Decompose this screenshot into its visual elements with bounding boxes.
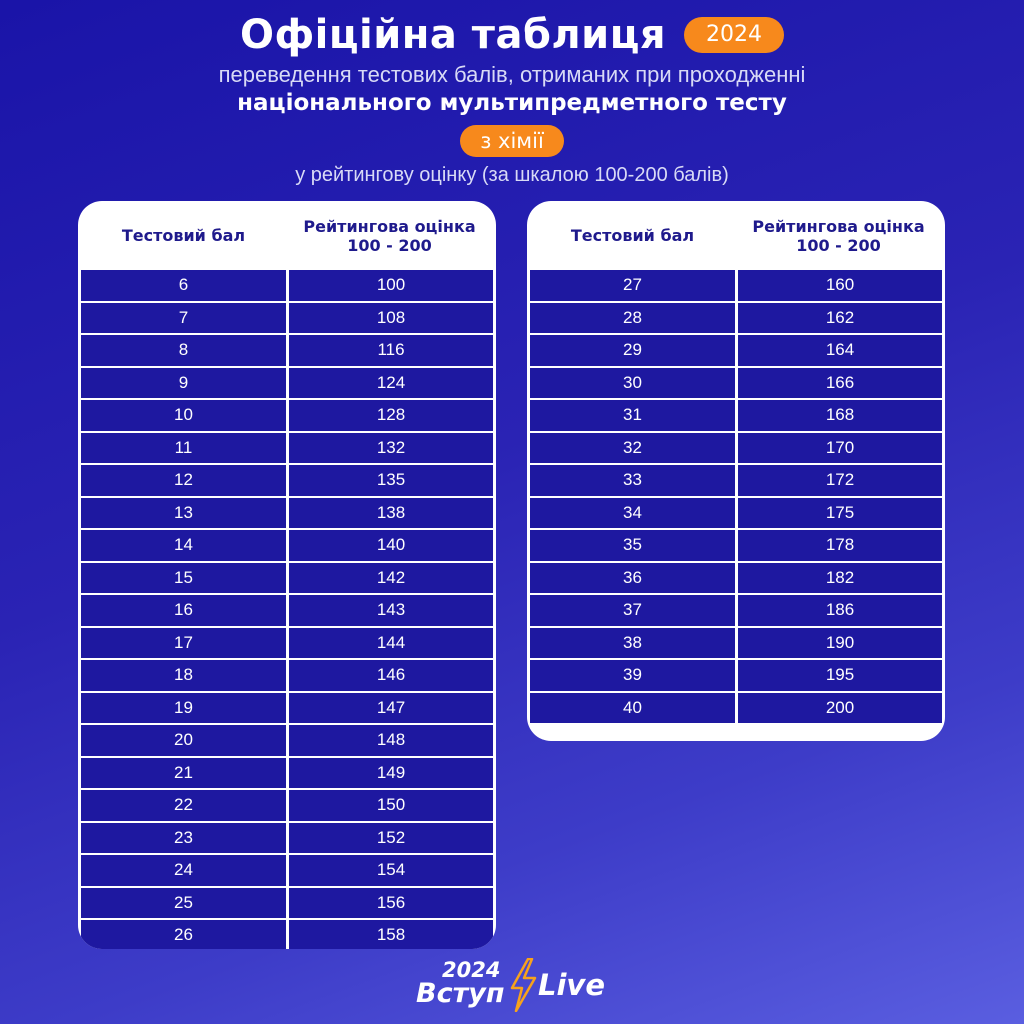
table-row: [81, 368, 493, 399]
conversion-table-left: [78, 201, 496, 949]
table-row: [81, 725, 493, 756]
table-header: [530, 201, 942, 270]
table-body: [530, 270, 942, 723]
table-row: [530, 693, 942, 724]
table-row: [81, 758, 493, 789]
test-score-cell: 22: [81, 790, 286, 821]
test-score-cell: 35: [530, 530, 735, 561]
table-row: [530, 368, 942, 399]
rating-score-cell: 200: [738, 693, 942, 724]
test-score-cell: 21: [81, 758, 286, 789]
rating-score-cell: 138: [289, 498, 493, 529]
test-score-cell: 28: [530, 303, 735, 334]
test-score-cell: 20: [81, 725, 286, 756]
table-row: [81, 498, 493, 529]
rating-score-cell: 190: [738, 628, 942, 659]
table-row: [81, 563, 493, 594]
rating-score-cell: 100: [289, 270, 493, 301]
rating-score-cell: 162: [738, 303, 942, 334]
table-row: [530, 628, 942, 659]
table-row: [81, 595, 493, 626]
test-score-cell: 40: [530, 693, 735, 724]
table-row: [530, 563, 942, 594]
table-row: [530, 595, 942, 626]
test-score-cell: 16: [81, 595, 286, 626]
table-row: [530, 433, 942, 464]
table-row: [81, 855, 493, 886]
rating-score-cell: 175: [738, 498, 942, 529]
year-badge: 2024: [684, 17, 784, 53]
table-row: [530, 400, 942, 431]
table-row: [530, 530, 942, 561]
col-rating-header-line1: Рейтингова оцінка: [303, 216, 476, 236]
test-score-cell: 33: [530, 465, 735, 496]
col-rating-header: [735, 217, 942, 255]
test-score-cell: 14: [81, 530, 286, 561]
logo-word-vstup: Вступ: [416, 978, 505, 1009]
test-score-cell: 25: [81, 888, 286, 919]
col-rating-header-line2: 100 - 200: [347, 235, 432, 255]
table-row: [530, 335, 942, 366]
test-score-cell: 12: [81, 465, 286, 496]
rating-score-cell: 142: [289, 563, 493, 594]
col-rating-header: [286, 217, 493, 255]
subtitle-line-2: національного мультипредметного тесту: [237, 90, 787, 116]
test-score-cell: 31: [530, 400, 735, 431]
test-score-cell: 19: [81, 693, 286, 724]
test-score-cell: 10: [81, 400, 286, 431]
rating-score-cell: 160: [738, 270, 942, 301]
rating-score-cell: 178: [738, 530, 942, 561]
rating-score-cell: 148: [289, 725, 493, 756]
test-score-cell: 17: [81, 628, 286, 659]
table-header: [81, 201, 493, 270]
test-score-cell: 15: [81, 563, 286, 594]
test-score-cell: 8: [81, 335, 286, 366]
rating-score-cell: 172: [738, 465, 942, 496]
test-score-cell: 38: [530, 628, 735, 659]
table-row: [81, 920, 493, 949]
rating-score-cell: 150: [289, 790, 493, 821]
subtitle-line-3: у рейтингову оцінку (за шкалою 100-200 балів): [295, 164, 729, 186]
rating-score-cell: 152: [289, 823, 493, 854]
rating-score-cell: 158: [289, 920, 493, 949]
rating-score-cell: 186: [738, 595, 942, 626]
rating-score-cell: 135: [289, 465, 493, 496]
table-row: [81, 693, 493, 724]
logo-word-live: Live: [538, 968, 605, 1002]
rating-score-cell: 124: [289, 368, 493, 399]
table-row: [81, 660, 493, 691]
table-row: [81, 888, 493, 919]
rating-score-cell: 170: [738, 433, 942, 464]
table-row: [530, 660, 942, 691]
table-row: [530, 270, 942, 301]
rating-score-cell: 149: [289, 758, 493, 789]
test-score-cell: 39: [530, 660, 735, 691]
table-row: [530, 303, 942, 334]
test-score-cell: 6: [81, 270, 286, 301]
test-score-cell: 27: [530, 270, 735, 301]
rating-score-cell: 168: [738, 400, 942, 431]
table-row: [530, 498, 942, 529]
page-title: Офіційна таблиця: [239, 12, 667, 58]
rating-score-cell: 140: [289, 530, 493, 561]
rating-score-cell: 147: [289, 693, 493, 724]
table-row: [81, 335, 493, 366]
test-score-cell: 26: [81, 920, 286, 949]
test-score-cell: 9: [81, 368, 286, 399]
table-row: [81, 303, 493, 334]
test-score-cell: 32: [530, 433, 735, 464]
rating-score-cell: 143: [289, 595, 493, 626]
subtitle-line-1: переведення тестових балів, отриманих при проходженні: [218, 62, 806, 87]
table-row: [81, 465, 493, 496]
table-row: [81, 270, 493, 301]
test-score-cell: 30: [530, 368, 735, 399]
rating-score-cell: 132: [289, 433, 493, 464]
rating-score-cell: 164: [738, 335, 942, 366]
col-test-score-header: Тестовий бал: [121, 226, 246, 245]
test-score-cell: 13: [81, 498, 286, 529]
test-score-cell: 23: [81, 823, 286, 854]
table-body: [81, 270, 493, 949]
table-row: [81, 400, 493, 431]
rating-score-cell: 128: [289, 400, 493, 431]
subject-badge: з хімії: [460, 125, 564, 157]
test-score-cell: 11: [81, 433, 286, 464]
table-row: [81, 433, 493, 464]
test-score-cell: 34: [530, 498, 735, 529]
rating-score-cell: 156: [289, 888, 493, 919]
col-test-score-header: Тестовий бал: [570, 226, 695, 245]
conversion-table-right: [527, 201, 945, 741]
test-score-cell: 24: [81, 855, 286, 886]
table-row: [81, 790, 493, 821]
rating-score-cell: 116: [289, 335, 493, 366]
rating-score-cell: 166: [738, 368, 942, 399]
rating-score-cell: 195: [738, 660, 942, 691]
test-score-cell: 18: [81, 660, 286, 691]
col-rating-header-line2: 100 - 200: [796, 235, 881, 255]
rating-score-cell: 144: [289, 628, 493, 659]
rating-score-cell: 108: [289, 303, 493, 334]
test-score-cell: 29: [530, 335, 735, 366]
logo-year: 2024: [442, 958, 501, 982]
title-row: [0, 12, 1024, 58]
subject-row: [0, 125, 1024, 157]
table-row: [81, 628, 493, 659]
rating-score-cell: 154: [289, 855, 493, 886]
test-score-cell: 37: [530, 595, 735, 626]
table-row: [81, 530, 493, 561]
table-row: [81, 823, 493, 854]
col-rating-header-line1: Рейтингова оцінка: [752, 216, 925, 236]
table-row: [530, 465, 942, 496]
test-score-cell: 36: [530, 563, 735, 594]
lightning-bolt-icon: [508, 958, 538, 1012]
rating-score-cell: 146: [289, 660, 493, 691]
rating-score-cell: 182: [738, 563, 942, 594]
vstup-live-logo: [412, 956, 612, 1014]
test-score-cell: 7: [81, 303, 286, 334]
